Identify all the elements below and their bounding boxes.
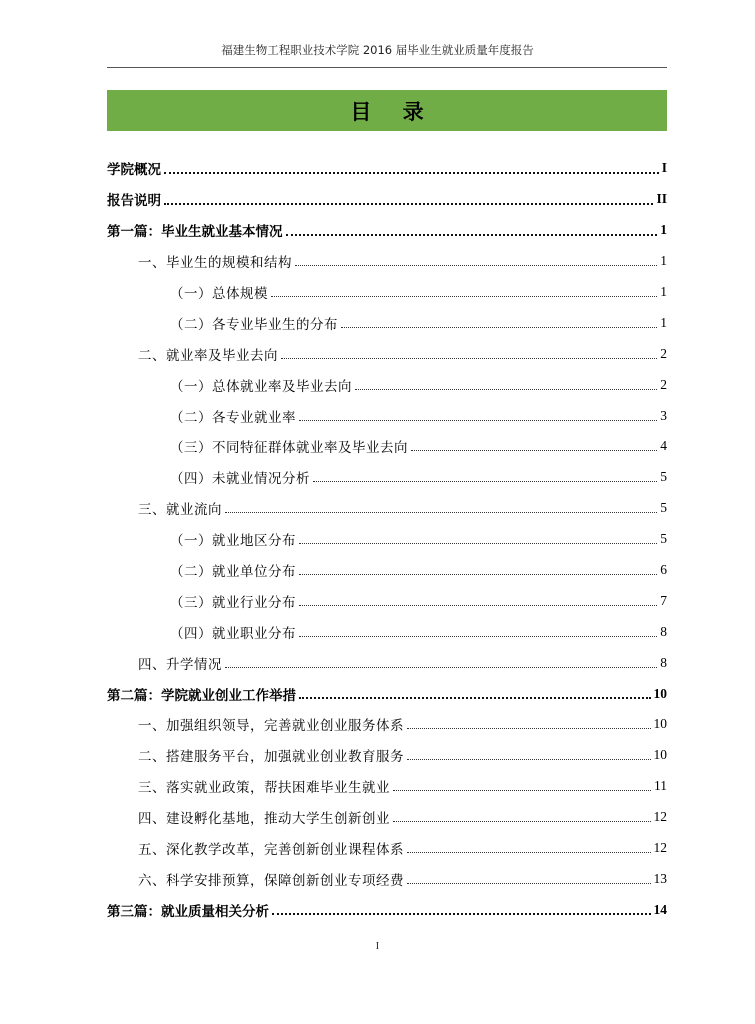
dot-leader (286, 233, 658, 236)
toc-entry[interactable] (107, 493, 667, 524)
dot-leader (281, 357, 657, 359)
toc-entry-title: （二）就业单位分布 (170, 564, 296, 581)
dot-leader (299, 542, 657, 544)
header-divider (107, 67, 667, 68)
toc-entry[interactable] (107, 277, 667, 308)
toc-entry-title: 二、就业率及毕业去向 (138, 347, 278, 364)
dot-leader (393, 820, 651, 822)
dot-leader (225, 666, 657, 668)
toc-entry-title: 第三篇：就业质量相关分析 (107, 903, 269, 920)
toc-entry-page: 8 (660, 623, 667, 639)
toc-entry-page: 5 (660, 531, 667, 547)
toc-entry-page: 14 (653, 901, 667, 917)
toc-entry-title: （四）未就业情况分析 (170, 471, 310, 488)
toc-entry[interactable] (107, 400, 667, 431)
toc-entry-page: 10 (653, 747, 667, 763)
toc-entry-page: 7 (660, 592, 667, 608)
dot-leader (272, 912, 651, 915)
toc-entry-title: （四）就业职业分布 (170, 625, 296, 642)
toc-entry-title: 第一篇：毕业生就业基本情况 (107, 224, 283, 241)
toc-entry[interactable] (107, 431, 667, 462)
toc-entry-page: 2 (660, 345, 667, 361)
toc-entry[interactable] (107, 524, 667, 555)
toc-entry-title: （一）总体就业率及毕业去向 (170, 378, 352, 395)
toc-entry-title: 三、就业流向 (138, 502, 222, 519)
toc-entry[interactable] (107, 246, 667, 277)
toc-entry-page: 2 (660, 376, 667, 392)
toc-entry[interactable] (107, 307, 667, 338)
toc-entry-title: 二、搭建服务平台，加强就业创业教育服务 (138, 749, 404, 766)
toc-entry-title: （三）不同特征群体就业率及毕业去向 (170, 440, 408, 457)
toc-entry-title: 一、毕业生的规模和结构 (138, 255, 292, 272)
toc-entry-page: 12 (653, 840, 667, 856)
toc-entry[interactable] (107, 616, 667, 647)
toc-entry-page: 3 (660, 407, 667, 423)
toc-entry[interactable] (107, 462, 667, 493)
toc-entry[interactable] (107, 709, 667, 740)
toc-entry[interactable] (107, 833, 667, 864)
dot-leader (341, 326, 657, 328)
dot-leader (355, 388, 657, 390)
toc-entry-title: 一、加强组织领导，完善就业创业服务体系 (138, 718, 404, 735)
toc-entry-title: 四、建设孵化基地，推动大学生创新创业 (138, 811, 390, 828)
dot-leader (164, 171, 659, 174)
toc-entry-title: 三、落实就业政策，帮扶困难毕业生就业 (138, 780, 390, 797)
dot-leader (407, 851, 651, 853)
toc-entry[interactable] (107, 678, 667, 709)
toc-entry-title: （二）各专业毕业生的分布 (170, 316, 338, 333)
page-title: 目 录 (350, 99, 436, 124)
toc-entry-title: （一）总体规模 (170, 286, 268, 302)
toc-entry-title: （二）各专业就业率 (170, 409, 296, 426)
dot-leader (295, 264, 657, 266)
dot-leader (299, 573, 657, 575)
dot-leader (299, 604, 657, 606)
title-banner (107, 90, 667, 131)
toc-entry-title: （三）就业行业分布 (170, 594, 296, 611)
toc-entry-page: II (656, 191, 667, 207)
toc-entry-page: 11 (654, 778, 667, 794)
toc-entry-page: 12 (653, 809, 667, 825)
toc-entry[interactable] (107, 338, 667, 369)
toc-entry[interactable] (107, 740, 667, 771)
table-of-contents (107, 153, 667, 925)
toc-entry[interactable] (107, 184, 667, 215)
toc-entry[interactable] (107, 153, 667, 184)
dot-leader (393, 789, 651, 791)
toc-entry-title: （一）就业地区分布 (170, 533, 296, 550)
toc-entry[interactable] (107, 802, 667, 833)
toc-entry-title: 第二篇：学院就业创业工作举措 (107, 687, 296, 704)
dot-leader (407, 727, 651, 729)
toc-entry[interactable] (107, 647, 667, 678)
dot-leader (411, 449, 657, 451)
dot-leader (271, 295, 657, 297)
toc-entry-page: 1 (660, 314, 667, 330)
toc-entry[interactable] (107, 863, 667, 894)
page-number: I (375, 940, 380, 952)
dot-leader (299, 419, 657, 421)
running-header: 福建生物工程职业技术学院 2016 届毕业生就业质量年度报告 (221, 43, 534, 57)
dot-leader (299, 635, 657, 637)
toc-entry-title: 报告说明 (107, 193, 161, 210)
toc-entry-page: 13 (653, 870, 667, 886)
toc-entry-page: 1 (660, 222, 667, 238)
toc-entry[interactable] (107, 215, 667, 246)
toc-entry[interactable] (107, 894, 667, 925)
toc-entry[interactable] (107, 585, 667, 616)
toc-entry-page: 8 (660, 654, 667, 670)
dot-leader (407, 882, 651, 884)
dot-leader (164, 202, 653, 205)
toc-entry-page: I (661, 160, 667, 176)
toc-entry[interactable] (107, 555, 667, 586)
dot-leader (299, 696, 651, 699)
dot-leader (407, 758, 651, 760)
toc-entry-page: 5 (660, 469, 667, 485)
dot-leader (313, 480, 657, 482)
toc-entry-page: 10 (653, 716, 667, 732)
toc-entry-title: 四、升学情况 (138, 656, 222, 673)
toc-entry-title: 六、科学安排预算，保障创新创业专项经费 (138, 872, 404, 889)
toc-entry-title: 学院概况 (107, 162, 161, 179)
toc-entry-page: 1 (660, 253, 667, 269)
toc-entry-page: 4 (660, 438, 667, 454)
toc-entry-page: 1 (660, 284, 667, 299)
toc-entry[interactable] (107, 771, 667, 802)
dot-leader (225, 511, 657, 513)
toc-entry-page: 5 (660, 500, 667, 516)
toc-entry[interactable] (107, 369, 667, 400)
toc-entry-page: 6 (660, 562, 667, 578)
toc-entry-page: 10 (653, 685, 667, 701)
toc-entry-title: 五、深化教学改革，完善创新创业课程体系 (138, 842, 404, 859)
